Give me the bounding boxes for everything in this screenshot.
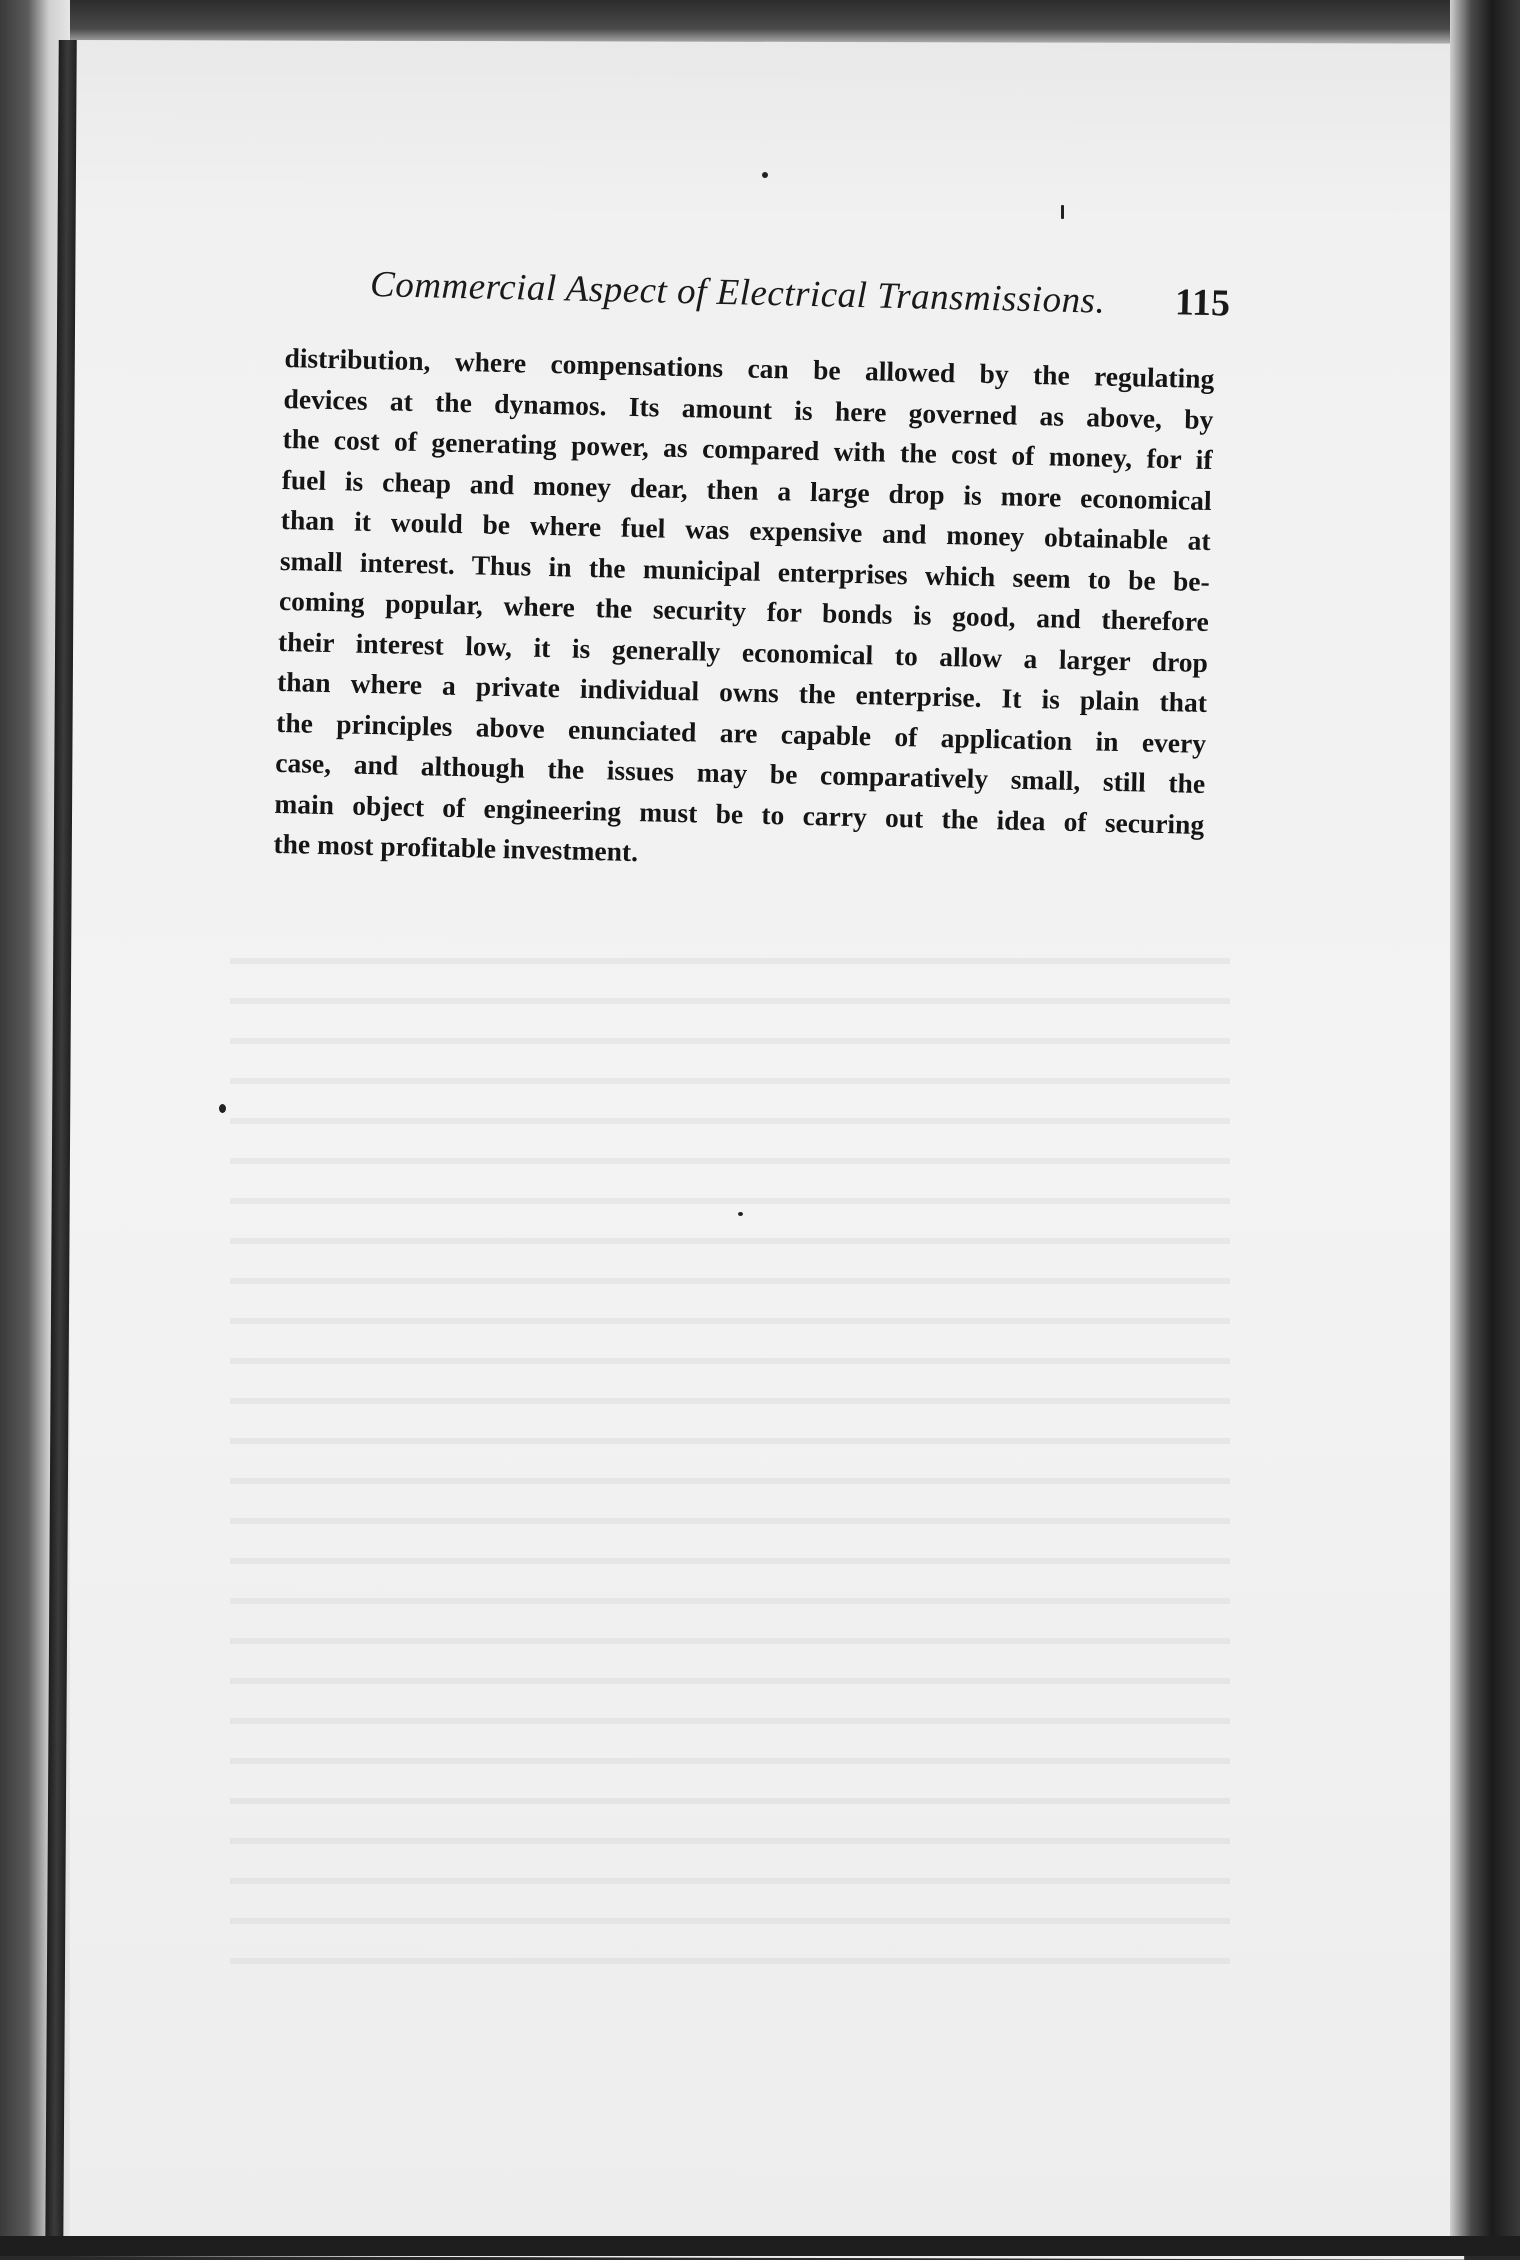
bleed-through-text (230, 930, 1230, 1990)
text-line: than where a private individual owns the enterprise. It is plain that (276, 665, 1208, 719)
text-line: than it would be where fuel was expensive and money obtainable at (280, 503, 1211, 557)
body-paragraph (273, 338, 1215, 885)
text-line: fuel is cheap and money dear, then a large drop is more economical (281, 463, 1212, 516)
text-line: their interest low, it is generally economical to allow a larger drop (277, 625, 1209, 678)
text-line: case, and although the issues may be comparatively small, still the (275, 746, 1206, 799)
dust-speck (762, 172, 768, 178)
dust-speck (738, 1212, 743, 1216)
scan-bottom-border (0, 2236, 1520, 2256)
text-line: main object of engineering must be to carry out the idea of securing (274, 787, 1205, 840)
text-line: the most profitable investment. (273, 827, 639, 868)
running-title: Commercial Aspect of Electrical Transmissions. (369, 264, 1106, 322)
page-number: 115 (1174, 281, 1231, 325)
text-line: coming popular, where the security for bonds is good, and therefore (278, 584, 1210, 638)
text-line: the cost of generating power, as compared with the cost of money, for if (282, 422, 1213, 476)
text-line: distribution, where compensations can be allowed by the regulating (284, 341, 1215, 395)
text-line: devices at the dynamos. Its amount is here governed as above, by (283, 382, 1214, 435)
text-line: the principles above enunciated are capable of application in every (275, 706, 1207, 759)
scan-right-border (1450, 0, 1520, 2256)
dust-speck (219, 1104, 226, 1113)
dust-speck (1061, 205, 1064, 219)
text-line: small interest. Thus in the municipal enterprises which seem to be be- (279, 544, 1211, 597)
